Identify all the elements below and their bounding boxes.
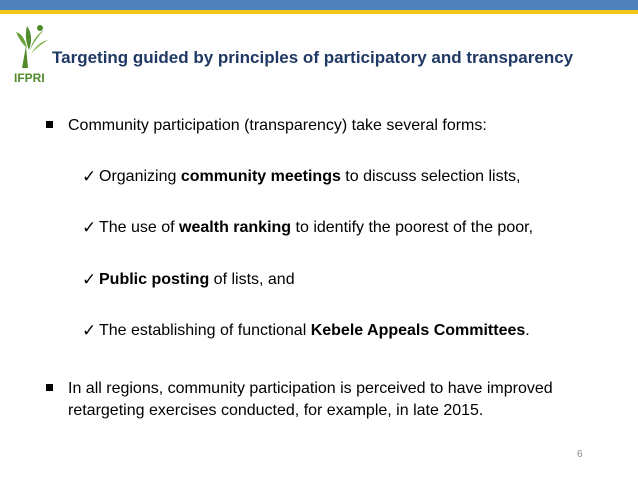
slide-title: Targeting guided by principles of participatory and transparency: [52, 48, 574, 67]
tree-logo-icon: [14, 24, 50, 70]
bullet-text: In all regions, community participation is perceived to have improved retargeting exercises conducted, for example, in late 2015.: [68, 380, 553, 419]
logo-text: IFPRI: [14, 71, 45, 85]
square-bullet-icon: [46, 121, 53, 128]
checkmark-icon: ✓: [82, 321, 97, 341]
check-item-text: The use of wealth ranking to identify the poorest of the poor,: [99, 219, 534, 236]
check-item-text: The establishing of functional Kebele Appeals Committees.: [99, 322, 530, 339]
ifpri-logo: [14, 24, 50, 86]
page-number: 6: [577, 449, 583, 460]
bullet-text: Community participation (transparency) take several forms:: [68, 117, 487, 134]
checkmark-icon: ✓: [82, 167, 97, 187]
check-item-text: Organizing community meetings to discuss selection lists,: [99, 168, 521, 185]
header-bar-yellow: [0, 10, 638, 14]
header-bar-blue: [0, 0, 638, 10]
check-item-text: Public posting of lists, and: [99, 271, 295, 288]
square-bullet-icon: [46, 384, 53, 391]
checkmark-icon: ✓: [82, 270, 97, 290]
checkmark-icon: ✓: [82, 218, 97, 238]
